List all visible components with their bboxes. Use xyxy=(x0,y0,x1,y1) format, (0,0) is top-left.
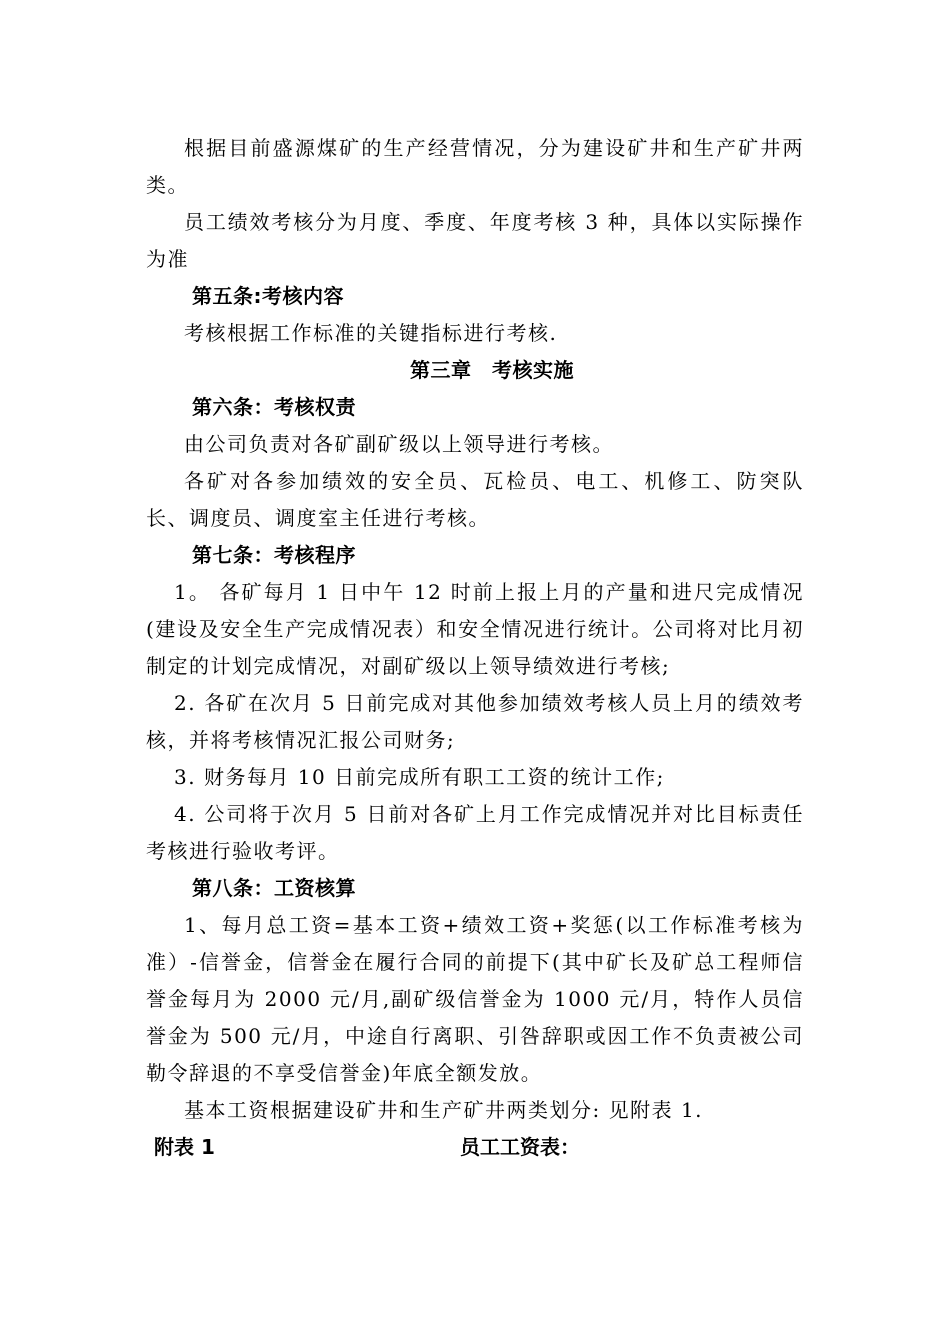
paragraph-mine-classification: 根据目前盛源煤矿的生产经营情况，分为建设矿井和生产矿井两类。 xyxy=(146,136,804,197)
procedure-item-4: 4. 公司将于次月 5 日前对各矿上月工作完成情况并对比目标责任考核进行验收考评。 xyxy=(146,802,804,863)
article-8-heading: 第八条：工资核算 xyxy=(192,876,356,900)
article-6-heading: 第六条：考核权责 xyxy=(192,395,356,419)
procedure-item-2: 2. 各矿在次月 5 日前完成对其他参加绩效考核人员上月的绩效考核，并将考核情况汇报公司财务; xyxy=(146,691,804,752)
paragraph-assessment-types: 员工绩效考核分为月度、季度、年度考核 3 种，具体以实际操作为准 xyxy=(146,210,804,271)
chapter-3-heading: 第三章 考核实施 xyxy=(410,358,574,382)
appendix-label: 附表 1 xyxy=(154,1135,215,1159)
paragraph-base-salary: 基本工资根据建设矿井和生产矿井两类划分: 见附表 1. xyxy=(184,1098,704,1122)
document-body xyxy=(146,130,804,1166)
procedure-item-1: 1。 各矿每月 1 日中午 12 时前上报上月的产量和进尺完成情况(建设及安全生产完成情况表）和安全情况进行统计。公司将对比月初制定的计划完成情况，对副矿级以上领导绩效进行考核; xyxy=(146,580,804,678)
paragraph-mine-responsibility: 各矿对各参加绩效的安全员、瓦检员、电工、机修工、防突队长、调度员、调度室主任进行考核。 xyxy=(146,469,804,530)
procedure-item-3: 3. 财务每月 10 日前完成所有职工工资的统计工作; xyxy=(174,765,665,789)
paragraph-company-responsibility: 由公司负责对各矿副矿级以上领导进行考核。 xyxy=(184,432,614,456)
article-7-heading: 第七条：考核程序 xyxy=(192,543,356,567)
appendix-caption xyxy=(146,1129,804,1166)
appendix-title: 员工工资表： xyxy=(460,1135,580,1159)
paragraph-salary-formula: 1、每月总工资=基本工资+绩效工资+奖惩(以工作标准考核为准）-信誉金，信誉金在履行合同的前提下(其中矿长及矿总工程师信誉金每月为 2000 元/月,副矿级信誉金为 1000 元/月，特作人员信誉金为 500 元/月，中途自行离职、引咎辞职或因工作不负责被公司勒令辞退的不享受信誉金)年底全额发放。 xyxy=(146,913,804,1085)
article-5-heading: 第五条:考核内容 xyxy=(192,284,344,308)
paragraph-assessment-content: 考核根据工作标准的关键指标进行考核. xyxy=(184,321,558,345)
